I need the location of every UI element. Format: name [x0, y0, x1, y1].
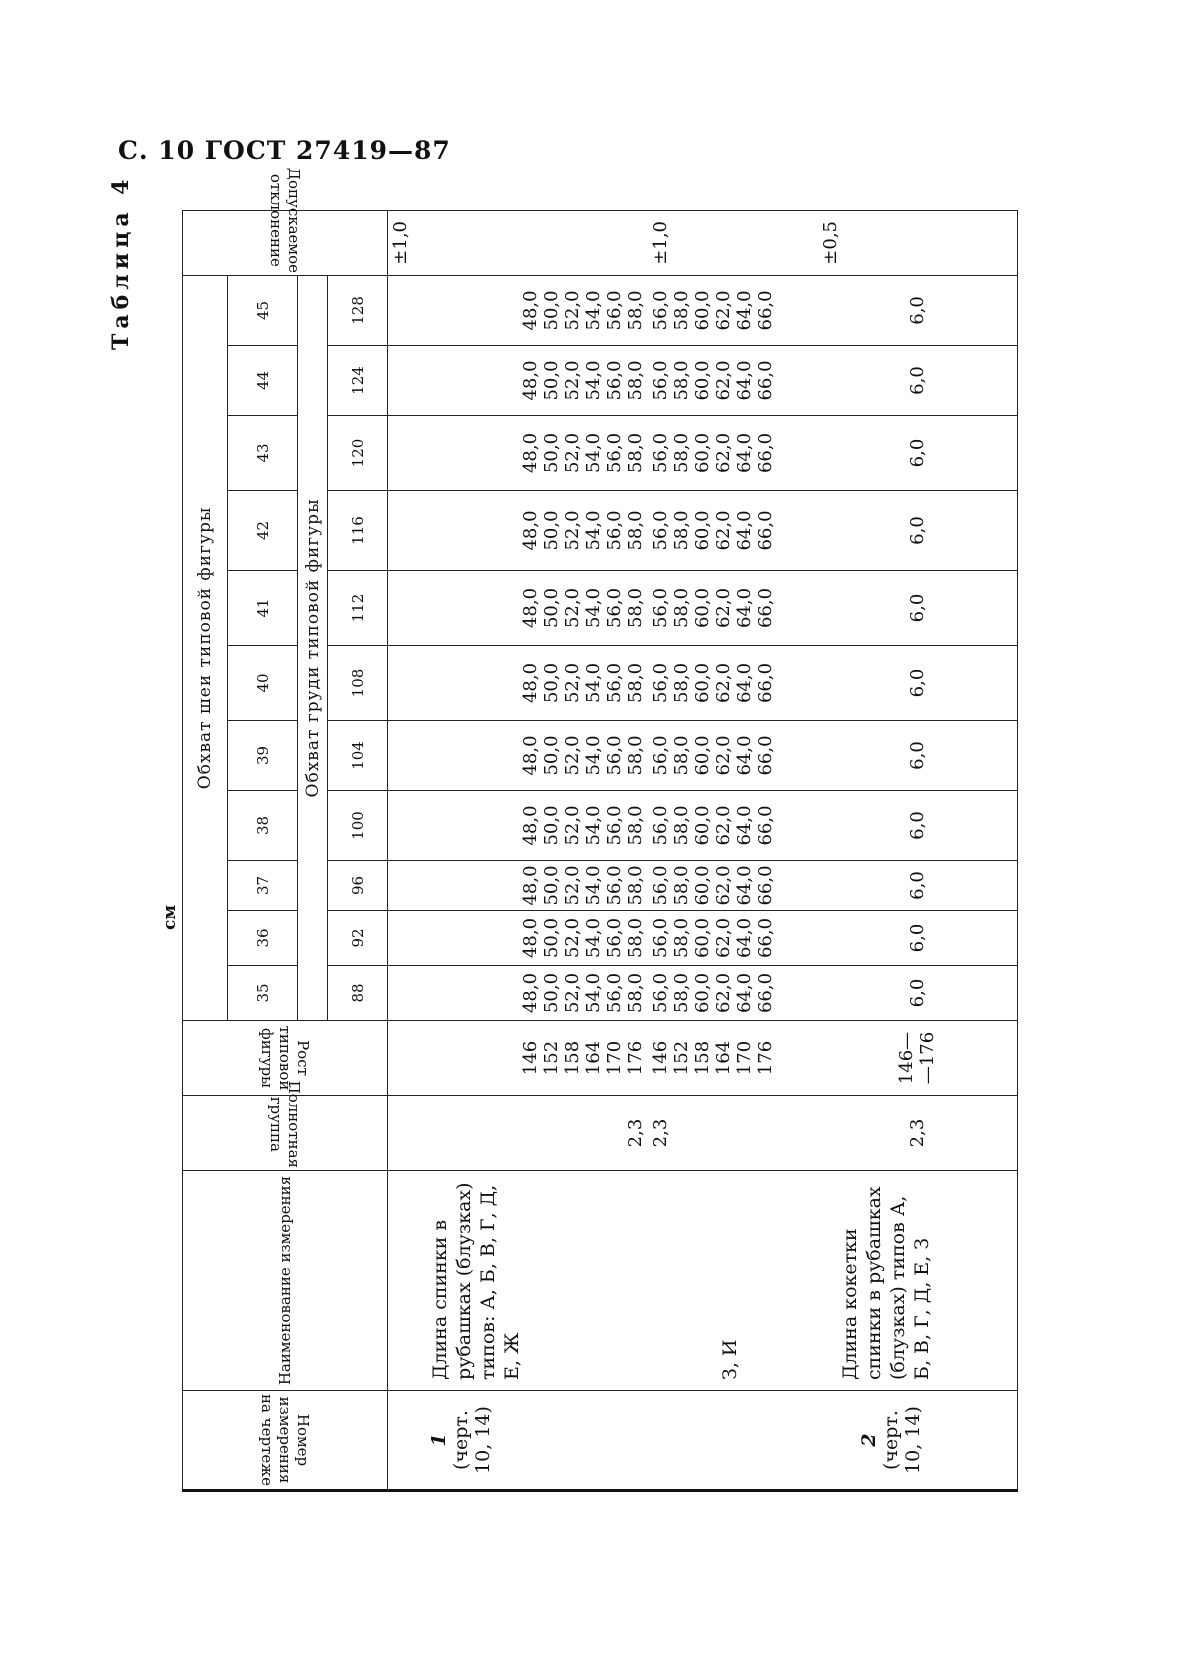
- size-values-35: [648, 966, 818, 1021]
- header-fullness: Полнотная группа: [183, 1096, 388, 1171]
- size-values-38-text: 48,0 50,0 52,0 54,0 56,0 58,0: [519, 805, 646, 846]
- tolerance-text: ±1,0: [649, 221, 671, 265]
- measurement-name-text: З, И: [718, 1339, 741, 1380]
- size-values-41: [388, 571, 648, 646]
- table-row: [388, 210, 648, 1490]
- size-values-36-text: 56,0 58,0 60,0 62,0 64,0 66,0: [649, 917, 776, 959]
- chest-size-100: 100: [328, 791, 388, 861]
- figure-heights-text: 146 152 158 164 170 176: [519, 1040, 646, 1076]
- chest-size-128: 128: [328, 275, 388, 345]
- size-values-43-text: 48,0 50,0 52,0 54,0 56,0 58,0: [519, 432, 646, 474]
- size-values-38: [388, 791, 648, 861]
- table-caption: Таблица 4: [108, 174, 134, 350]
- fullness-group: [648, 1096, 818, 1171]
- size-values-39: [388, 721, 648, 791]
- size-values-41-text: 56,0 58,0 60,0 62,0 64,0 66,0: [649, 587, 776, 629]
- neck-size-43: 43: [228, 416, 298, 491]
- size-values-44: [818, 346, 1018, 416]
- neck-size-35: 35: [228, 966, 298, 1021]
- measurement-name: [648, 1171, 818, 1391]
- size-values-36: [388, 911, 648, 966]
- size-values-38-text: 56,0 58,0 60,0 62,0 64,0 66,0: [649, 805, 776, 846]
- tolerance-text: ±0,5: [819, 221, 841, 265]
- size-values-45: [818, 275, 1018, 345]
- header-number: Номер измерения на чертеже: [183, 1391, 388, 1491]
- size-values-41: [818, 571, 1018, 646]
- size-values-41-text: 48,0 50,0 52,0 54,0 56,0 58,0: [519, 587, 646, 629]
- size-values-35: [388, 966, 648, 1021]
- figure-heights-text: 146 152 158 164 170 176: [649, 1040, 776, 1076]
- tolerance-text: ±1,0: [390, 221, 411, 265]
- size-values-35-text: 6,0: [906, 978, 928, 1008]
- fullness-group-text: 2,3: [906, 1118, 928, 1148]
- figure-heights: [648, 1021, 818, 1096]
- header-neck: Обхват шеи типовой фигуры: [183, 275, 228, 1020]
- size-values-43-text: 56,0 58,0 60,0 62,0 64,0 66,0: [649, 432, 776, 474]
- size-values-44: [648, 346, 818, 416]
- tolerance: [648, 210, 818, 275]
- size-values-40: [388, 646, 648, 721]
- size-values-45: [648, 275, 818, 345]
- measurements-table: [182, 167, 1018, 1492]
- size-values-40-text: 48,0 50,0 52,0 54,0 56,0 58,0: [519, 662, 646, 704]
- size-values-43: [388, 416, 648, 491]
- size-values-36-text: 48,0 50,0 52,0 54,0 56,0 58,0: [519, 917, 646, 959]
- figure-heights-text: 146— —176: [896, 1031, 939, 1085]
- neck-size-36: 36: [228, 911, 298, 966]
- tolerance: [818, 210, 1018, 275]
- neck-size-41: 41: [228, 571, 298, 646]
- size-values-44-text: 6,0: [906, 366, 928, 395]
- size-values-39: [818, 721, 1018, 791]
- size-values-45-text: 48,0 50,0 52,0 54,0 56,0 58,0: [519, 290, 646, 331]
- size-values-37-text: 6,0: [906, 871, 928, 900]
- chest-size-112: 112: [328, 571, 388, 646]
- size-values-40: [648, 646, 818, 721]
- chest-size-104: 104: [328, 721, 388, 791]
- size-values-42-text: 6,0: [906, 516, 928, 545]
- size-values-45-text: 56,0 58,0 60,0 62,0 64,0 66,0: [649, 290, 776, 331]
- chest-size-120: 120: [328, 416, 388, 491]
- size-values-37-text: 56,0 58,0 60,0 62,0 64,0 66,0: [649, 865, 776, 906]
- header-name: Наименование измерения: [183, 1171, 388, 1391]
- size-values-42: [388, 491, 648, 571]
- size-values-38-text: 6,0: [906, 811, 928, 840]
- size-values-35-text: 56,0 58,0 60,0 62,0 64,0 66,0: [649, 972, 776, 1014]
- size-values-42: [648, 491, 818, 571]
- fullness-group: [818, 1096, 1018, 1171]
- measurement-number: [818, 1391, 1018, 1491]
- chest-size-88: 88: [328, 966, 388, 1021]
- size-values-44-text: 48,0 50,0 52,0 54,0 56,0 58,0: [519, 360, 646, 401]
- size-values-38: [648, 791, 818, 861]
- table-row: [648, 210, 818, 1490]
- size-values-42-text: 56,0 58,0 60,0 62,0 64,0 66,0: [649, 510, 776, 551]
- neck-size-37: 37: [228, 861, 298, 911]
- fullness-group: [388, 1096, 648, 1171]
- fullness-group-text: 2,3: [649, 1118, 671, 1148]
- size-values-35: [818, 966, 1018, 1021]
- size-values-39-text: 56,0 58,0 60,0 62,0 64,0 66,0: [649, 735, 776, 776]
- size-values-42-text: 48,0 50,0 52,0 54,0 56,0 58,0: [519, 510, 646, 551]
- header-height: Рост типовой фигуры: [183, 1021, 388, 1096]
- header-tolerance: Допускаемое отклонение: [183, 210, 388, 275]
- fullness-group-text: 2,3: [624, 1118, 646, 1148]
- size-values-41: [648, 571, 818, 646]
- size-values-43-text: 6,0: [906, 438, 928, 468]
- measurement-name: [818, 1171, 1018, 1391]
- neck-size-39: 39: [228, 721, 298, 791]
- neck-size-38: 38: [228, 791, 298, 861]
- size-values-36: [818, 911, 1018, 966]
- size-values-44-text: 56,0 58,0 60,0 62,0 64,0 66,0: [649, 360, 776, 401]
- tolerance: [388, 210, 648, 275]
- measurement-name-text: Длина спинки в рубашках (блузках) типов: А, Б, В, Г, Д, Е, Ж: [429, 1182, 523, 1380]
- rotated-table-container: [182, 167, 1022, 1492]
- size-values-43: [818, 416, 1018, 491]
- measurement-number: [648, 1391, 818, 1491]
- chest-size-92: 92: [328, 911, 388, 966]
- neck-size-40: 40: [228, 646, 298, 721]
- table-row: [818, 210, 1018, 1490]
- drawing-reference: (черт. 10, 14): [450, 1406, 494, 1474]
- size-values-39: [648, 721, 818, 791]
- chest-size-116: 116: [328, 491, 388, 571]
- size-values-40-text: 6,0: [906, 668, 928, 698]
- unit-label: см: [160, 904, 180, 930]
- figure-heights: [388, 1021, 648, 1096]
- chest-size-96: 96: [328, 861, 388, 911]
- neck-size-45: 45: [228, 275, 298, 345]
- size-values-44: [388, 346, 648, 416]
- size-values-37: [388, 861, 648, 911]
- size-values-40: [818, 646, 1018, 721]
- neck-size-42: 42: [228, 491, 298, 571]
- size-values-36: [648, 911, 818, 966]
- chest-size-124: 124: [328, 346, 388, 416]
- size-values-40-text: 56,0 58,0 60,0 62,0 64,0 66,0: [649, 662, 776, 704]
- measurement-number: [388, 1391, 648, 1491]
- measurement-name-text: Длина кокетки спинки в рубашках (блузках) типов А, Б, В, Г, Д, Е, З: [838, 1186, 933, 1380]
- size-values-37-text: 48,0 50,0 52,0 54,0 56,0 58,0: [519, 865, 646, 906]
- size-values-45: [388, 275, 648, 345]
- size-values-36-text: 6,0: [906, 923, 928, 953]
- measurement-name: [388, 1171, 648, 1391]
- neck-size-44: 44: [228, 346, 298, 416]
- size-values-39-text: 48,0 50,0 52,0 54,0 56,0 58,0: [519, 735, 646, 776]
- header-chest: Обхват груди типовой фигуры: [298, 275, 328, 1020]
- size-values-41-text: 6,0: [906, 593, 928, 623]
- size-values-43: [648, 416, 818, 491]
- figure-heights: [818, 1021, 1018, 1096]
- measurement-number-text: 2: [857, 1433, 880, 1447]
- size-values-39-text: 6,0: [906, 741, 928, 770]
- measurement-number-text: 1: [428, 1433, 450, 1447]
- size-values-37: [818, 861, 1018, 911]
- chest-size-108: 108: [328, 646, 388, 721]
- size-values-42: [818, 491, 1018, 571]
- size-values-35-text: 48,0 50,0 52,0 54,0 56,0 58,0: [519, 972, 646, 1014]
- size-values-37: [648, 861, 818, 911]
- drawing-reference: (черт. 10, 14): [879, 1406, 924, 1474]
- page-header: С. 10 ГОСТ 27419—87: [118, 136, 451, 165]
- size-values-45-text: 6,0: [906, 296, 928, 325]
- size-values-38: [818, 791, 1018, 861]
